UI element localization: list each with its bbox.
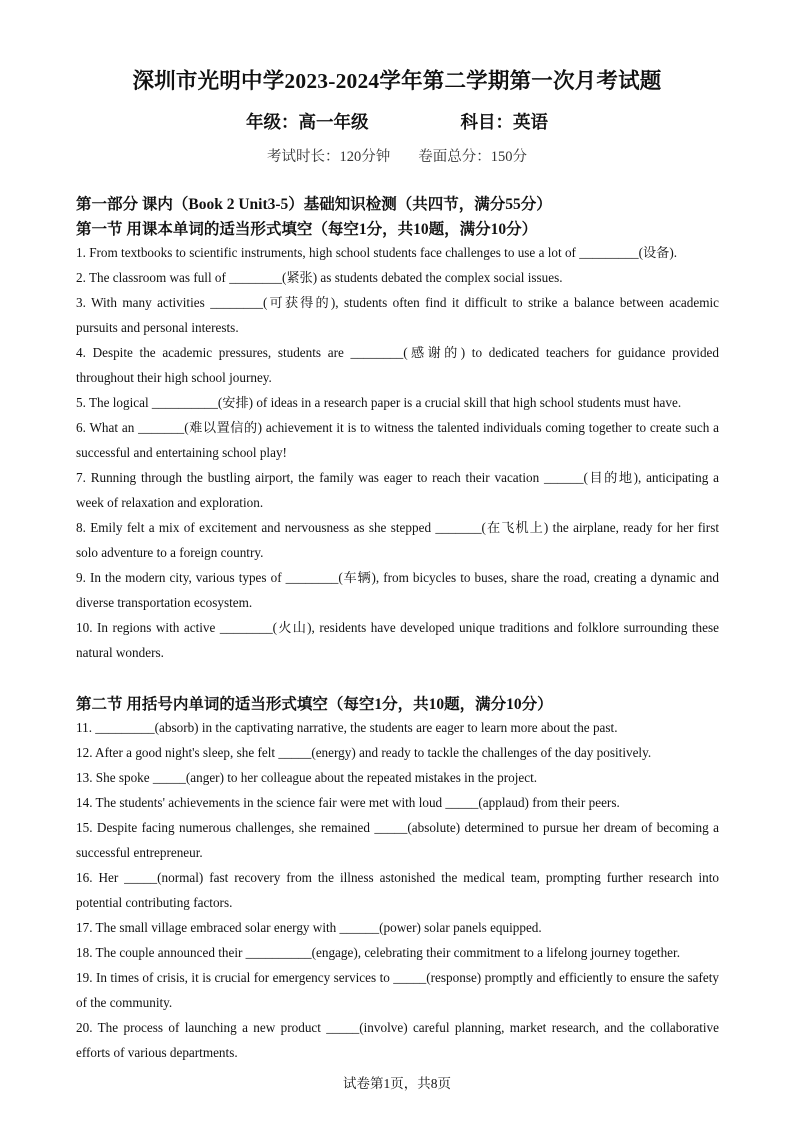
question-item: 17. The small village embraced solar energy with ______(power) solar panels equipped. — [76, 920, 542, 935]
question-item: 1. From textbooks to scientific instruments, high school students face challenges to use a lot of _________(设备). — [76, 245, 678, 260]
part1-heading: 第一部分 课内（Book 2 Unit3-5）基础知识检测（共四节，满分55分） — [76, 196, 552, 213]
page-footer: 试卷第1页，共8页 — [343, 1076, 451, 1091]
question-item: 19. In times of crisis, it is crucial for emergency services to _____(response) promptly and efficiently to ensure the safety of the community. — [76, 970, 719, 1010]
question-item: 16. Her _____(normal) fast recovery from the illness astonished the medical team, prompting further research into potential contributing factors. — [76, 870, 719, 910]
exam-meta — [0, 109, 794, 134]
section1-items — [76, 240, 719, 665]
section1-heading: 第一节 用课本单词的适当形式填空（每空1分，共10题，满分10分） — [76, 221, 538, 238]
question-item: 18. The couple announced their __________(engage), celebrating their commitment to a lifelong journey together. — [76, 945, 680, 960]
grade-label: 年级：高一年级 — [246, 112, 369, 132]
question-item: 14. The students' achievements in the science fair were met with loud _____(applaud) from their peers. — [76, 795, 620, 810]
question-item: 20. The process of launching a new product _____(involve) careful planning, market research, and the collaborative efforts of various departments. — [76, 1020, 719, 1060]
question-item: 15. Despite facing numerous challenges, she remained _____(absolute) determined to pursue her dream of becoming a successful entrepreneur. — [76, 820, 719, 860]
question-item: 5. The logical __________(安排) of ideas in a research paper is a crucial skill that high school students must have. — [76, 395, 682, 410]
section2-items — [76, 715, 719, 1065]
question-item: 8. Emily felt a mix of excitement and nervousness as she stepped _______(在飞机上) the airplane, ready for her first solo adventure to a foreign country. — [76, 520, 719, 560]
question-item: 10. In regions with active ________(火山), residents have developed unique traditions and folklore surrounding these natural wonders. — [76, 620, 719, 660]
exam-title: 深圳市光明中学2023-2024学年第二学期第一次月考试题 — [132, 69, 662, 93]
total-score-label: 卷面总分：150分 — [418, 149, 527, 165]
question-item: 11. _________(absorb) in the captivating narrative, the students are eager to learn more about the past. — [76, 720, 618, 735]
question-item: 6. What an _______(难以置信的) achievement it is to witness the talented individuals coming together to create such a successful and entertaining school play! — [76, 420, 719, 460]
section2-heading: 第二节 用括号内单词的适当形式填空（每空1分，共10题，满分10分） — [76, 696, 553, 713]
exam-time-info — [0, 145, 794, 166]
question-item: 9. In the modern city, various types of ________(车辆), from bicycles to buses, share the road, creating a dynamic and diverse transportation ecosystem. — [76, 570, 719, 610]
question-item: 2. The classroom was full of ________(紧张) as students debated the complex social issues. — [76, 270, 563, 285]
subject-label: 科目：英语 — [460, 112, 548, 132]
question-item: 7. Running through the bustling airport, the family was eager to reach their vacation ______(目的地), anticipating a week of relaxation and exploration. — [76, 470, 719, 510]
question-item: 3. With many activities ________(可获得的), students often find it difficult to strike a balance between academic pursuits and personal interests. — [76, 295, 719, 335]
question-item: 12. After a good night's sleep, she felt _____(energy) and ready to tackle the challenges of the day positively. — [76, 745, 652, 760]
question-item: 13. She spoke _____(anger) to her colleague about the repeated mistakes in the project. — [76, 770, 538, 785]
question-item: 4. Despite the academic pressures, students are ________(感谢的) to dedicated teachers for guidance provided throughout their high school journey. — [76, 345, 719, 385]
duration-label: 考试时长：120分钟 — [267, 149, 391, 165]
